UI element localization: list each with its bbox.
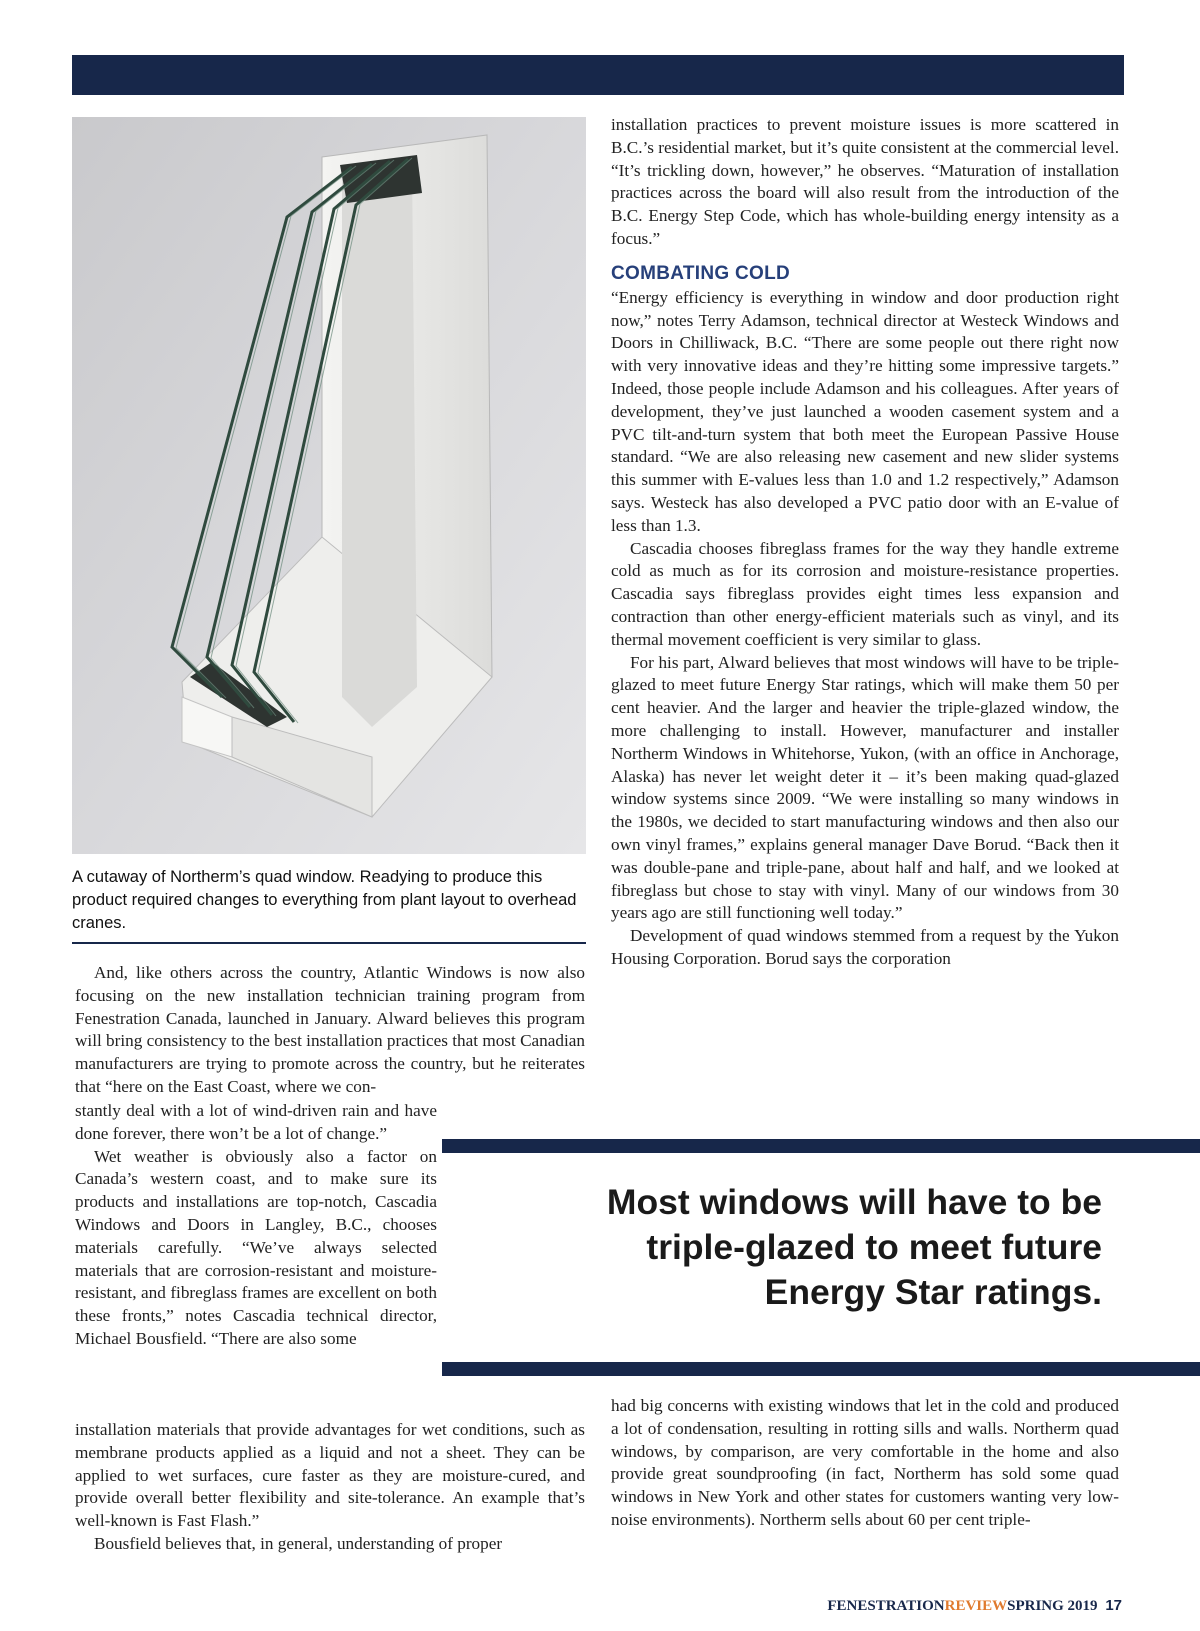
pullquote-bottom-rule [442, 1362, 1200, 1376]
paragraph: installation materials that provide advantages for wet conditions, such as membrane products applied as a liquid and not a sheet. They can be applied to wet surfaces, cure faster as they are moisture-cured, and provide overall better flexibility and site-tolerance. An example that’s well-known is Fast Flash.” [75, 1420, 585, 1531]
page-number: 17 [1105, 1597, 1122, 1614]
pull-quote [452, 1180, 1102, 1315]
header-bar [72, 55, 1124, 95]
paragraph: had big concerns with existing windows that let in the cold and produced a lot of condensation, resulting in rotting sills and walls. Northerm quad windows, by comparison, are very comfortable in the home and also provide great soundproofing (in fact, Northerm has sold some quad windows in New York and other states for customers wanting very low-noise environments). Northerm sells about 60 per cent triple- [611, 1396, 1119, 1529]
pullquote-line: Most windows will have to be [606, 1182, 1102, 1222]
window-cutaway-illustration [72, 117, 586, 854]
paragraph: Bousfield believes that, in general, understanding of proper [94, 1533, 503, 1553]
pullquote-top-rule [442, 1139, 1200, 1153]
window-cutaway-photo [72, 117, 586, 854]
left-column-top [75, 962, 585, 1099]
magazine-name: FENESTRATION [827, 1598, 945, 1614]
paragraph: For his part, Alward believes that most windows will have to be triple-glazed to meet future Energy Star ratings, which will make them 50 per cent heavier. And the larger and heavier the triple-glazed window, the more challenging to install. However, manufacturer and installer Northerm Windows in Whitehorse, Yukon, (with an office in Anchorage, Alaska) has never let weight deter it – it’s been making quad-glazed window systems since 2009. “We were installing so many windows in the 1980s, we decided to start manufacturing windows and then also our own vinyl frames,” explains general manager Dave Borud. “Back then it was double-pane and triple-pane, about half and half, and we looked at fibreglass but chose to stay with vinyl. Many of our windows from 30 years ago are still functioning well today.” [611, 652, 1119, 923]
pullquote-line: Energy Star ratings. [764, 1272, 1102, 1312]
right-column-bottom [611, 1395, 1119, 1532]
section-heading: COMBATING COLD [611, 262, 791, 284]
paragraph: “Energy efficiency is everything in window and door production right now,” notes Terry Adamson, technical director at Westeck Windows and Doors in Chilliwack, B.C. “There are some people out there right now with very innovative ideas and they’re hitting some impressive targets.” Indeed, those people include Adamson and his colleagues. After years of development, they’ve just launched a wooden casement system and a PVC tilt-and-turn system that both meet the European Passive House standard. “We are also releasing new casement and new slider systems this summer with E-values less than 1.0 and 1.2 respectively,” Adamson says. Westeck has also developed a PVC patio door with an E-value of less than 1.3. [611, 287, 1119, 535]
paragraph: Wet weather is obviously also a factor on Canada’s western coast, and to make sure its products and installations are top-notch, Cascadia Windows and Doors in Langley, B.C., chooses materials carefully. “We’ve always selected materials that are corrosion-resistant and moisture-resistant, and fibreglass frames are excellent on both these fronts,” notes Cascadia technical director, Michael Bousfield. “There are also some [75, 1146, 437, 1348]
paragraph: installation practices to prevent moisture issues is more scattered in B.C.’s residential market, but it’s quite consistent at the commercial level. “It’s trickling down, however,” he observes. “Maturation of installation practices across the board will also result from the introduction of the B.C. Energy Step Code, which has whole-building energy intensity as a focus.” [611, 115, 1119, 248]
paragraph: Development of quad windows stemmed from a request by the Yukon Housing Corporation. Borud says the corporation [611, 926, 1119, 968]
page-footer [827, 1597, 1122, 1615]
photo-caption: A cutaway of Northerm’s quad window. Readying to produce this product required changes to everything from plant layout to overhead cranes. [72, 868, 577, 932]
left-column-narrow [75, 1100, 437, 1351]
left-column-bottom [75, 1419, 585, 1556]
paragraph: stantly deal with a lot of wind-driven rain and have done forever, there won’t be a lot of change.” [75, 1101, 437, 1143]
caption-divider [72, 942, 586, 944]
right-column-top [611, 114, 1119, 971]
paragraph: And, like others across the country, Atlantic Windows is now also focusing on the new installation technician training program from Fenestration Canada, launched in January. Alward believes this program will bring consistency to the best installation practices that most Canadian manufacturers are trying to promote across the country, but he reiterates that “here on the East Coast, where we con- [75, 963, 585, 1096]
paragraph: Cascadia chooses fibreglass frames for the way they handle extreme cold as much as for its corrosion and moisture-resistance properties. Cascadia says fibreglass provides eight times less expansion and contraction than other energy-efficient materials such as vinyl, and its thermal movement coefficient is very similar to glass. [611, 538, 1119, 649]
magazine-name-accent: REVIEW [944, 1598, 1008, 1614]
issue-label: SPRING 2019 [1007, 1598, 1098, 1614]
pullquote-line: triple-glazed to meet future [646, 1227, 1102, 1267]
